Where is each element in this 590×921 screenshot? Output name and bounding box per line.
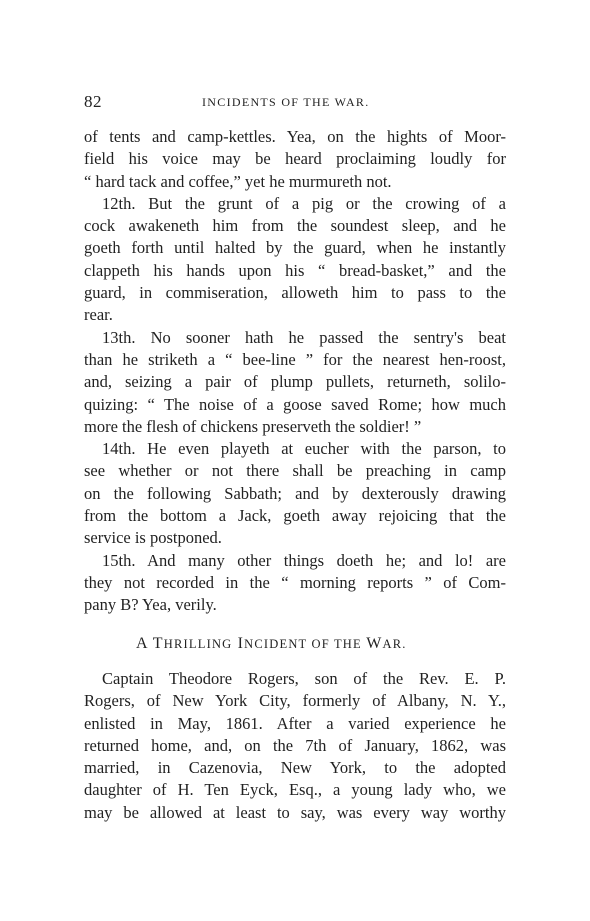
- text-line: 12th. But the grunt of a pig or the crowing of a: [102, 193, 506, 213]
- text-line: returned home, and, on the 7th of January, 1862, was: [84, 735, 506, 755]
- text-line: than he striketh a “ bee-line ” for the nearest hen-roost,: [84, 349, 506, 369]
- section-title-cap-i: I: [232, 635, 245, 652]
- section-title-incident: NCIDENT: [244, 637, 308, 651]
- page-number: 82: [84, 92, 102, 111]
- body-text-section-1: [84, 126, 506, 617]
- page-header: [84, 92, 524, 114]
- text-line: 14th. He even playeth at eucher with the parson, to: [102, 439, 506, 459]
- text-line: clappeth his hands upon his “ bread-basket,” and the: [84, 260, 506, 280]
- text-line: more the flesh of chickens preserveth the soldier! ”: [84, 416, 422, 436]
- text-line: Captain Theodore Rogers, son of the Rev. E. P.: [102, 669, 506, 688]
- section-title-cap-w: W: [366, 635, 383, 652]
- text-line: service is postponed.: [84, 528, 222, 548]
- text-line: of tents and camp-kettles. Yea, on the hights of Moor-: [84, 127, 506, 146]
- text-line: rear.: [84, 305, 113, 325]
- text-line: they not recorded in the “ morning reports ” of Com-: [84, 572, 506, 592]
- running-head: INCIDENTS OF THE WAR.: [202, 95, 370, 109]
- body-text-section-2: [84, 668, 506, 824]
- text-line: may be allowed at least to say, was every way worthy: [84, 802, 506, 822]
- text-line: field his voice may be heard proclaiming loudly for: [84, 149, 506, 169]
- text-line: quizing: “ The noise of a goose saved Rome; how much: [84, 394, 506, 414]
- text-line: cock awakeneth him from the soundest sleep, and he: [84, 216, 506, 236]
- text-line: pany B? Yea, verily.: [84, 595, 217, 615]
- section-title-word-a: A: [136, 635, 153, 652]
- text-line: see whether or not there shall be preaching in camp: [84, 461, 506, 481]
- text-line: married, in Cazenovia, New York, to the adopted: [84, 758, 506, 778]
- text-line: Rogers, of New York City, formerly of Albany, N. Y.,: [84, 691, 506, 711]
- text-line: daughter of H. Ten Eyck, Esq., a young lady who, we: [84, 780, 506, 800]
- text-line: 15th. And many other things doeth he; and lo! are: [102, 550, 506, 570]
- text-line: enlisted in May, 1861. After a varied experience he: [84, 713, 506, 733]
- text-line: on the following Sabbath; and by dexterously drawing: [84, 483, 506, 503]
- text-line: goeth forth until halted by the guard, when he instantly: [84, 238, 506, 258]
- text-line: from the bottom a Jack, goeth away rejoicing that the: [84, 506, 506, 526]
- section-title-war: AR.: [382, 637, 407, 651]
- text-line: guard, in commiseration, alloweth him to pass to the: [84, 283, 506, 303]
- text-line: 13th. No sooner hath he passed the sentry's beat: [102, 327, 506, 347]
- section-title-cap-t: T: [152, 635, 164, 652]
- section-title-thrilling: HRILLING: [163, 637, 233, 651]
- section-title: [136, 635, 407, 653]
- text-line: “ hard tack and coffee,” yet he murmureth not.: [84, 171, 392, 191]
- text-line: and, seizing a pair of plump pullets, returneth, solilo-: [84, 372, 506, 392]
- section-title-of-the: OF THE: [307, 637, 367, 651]
